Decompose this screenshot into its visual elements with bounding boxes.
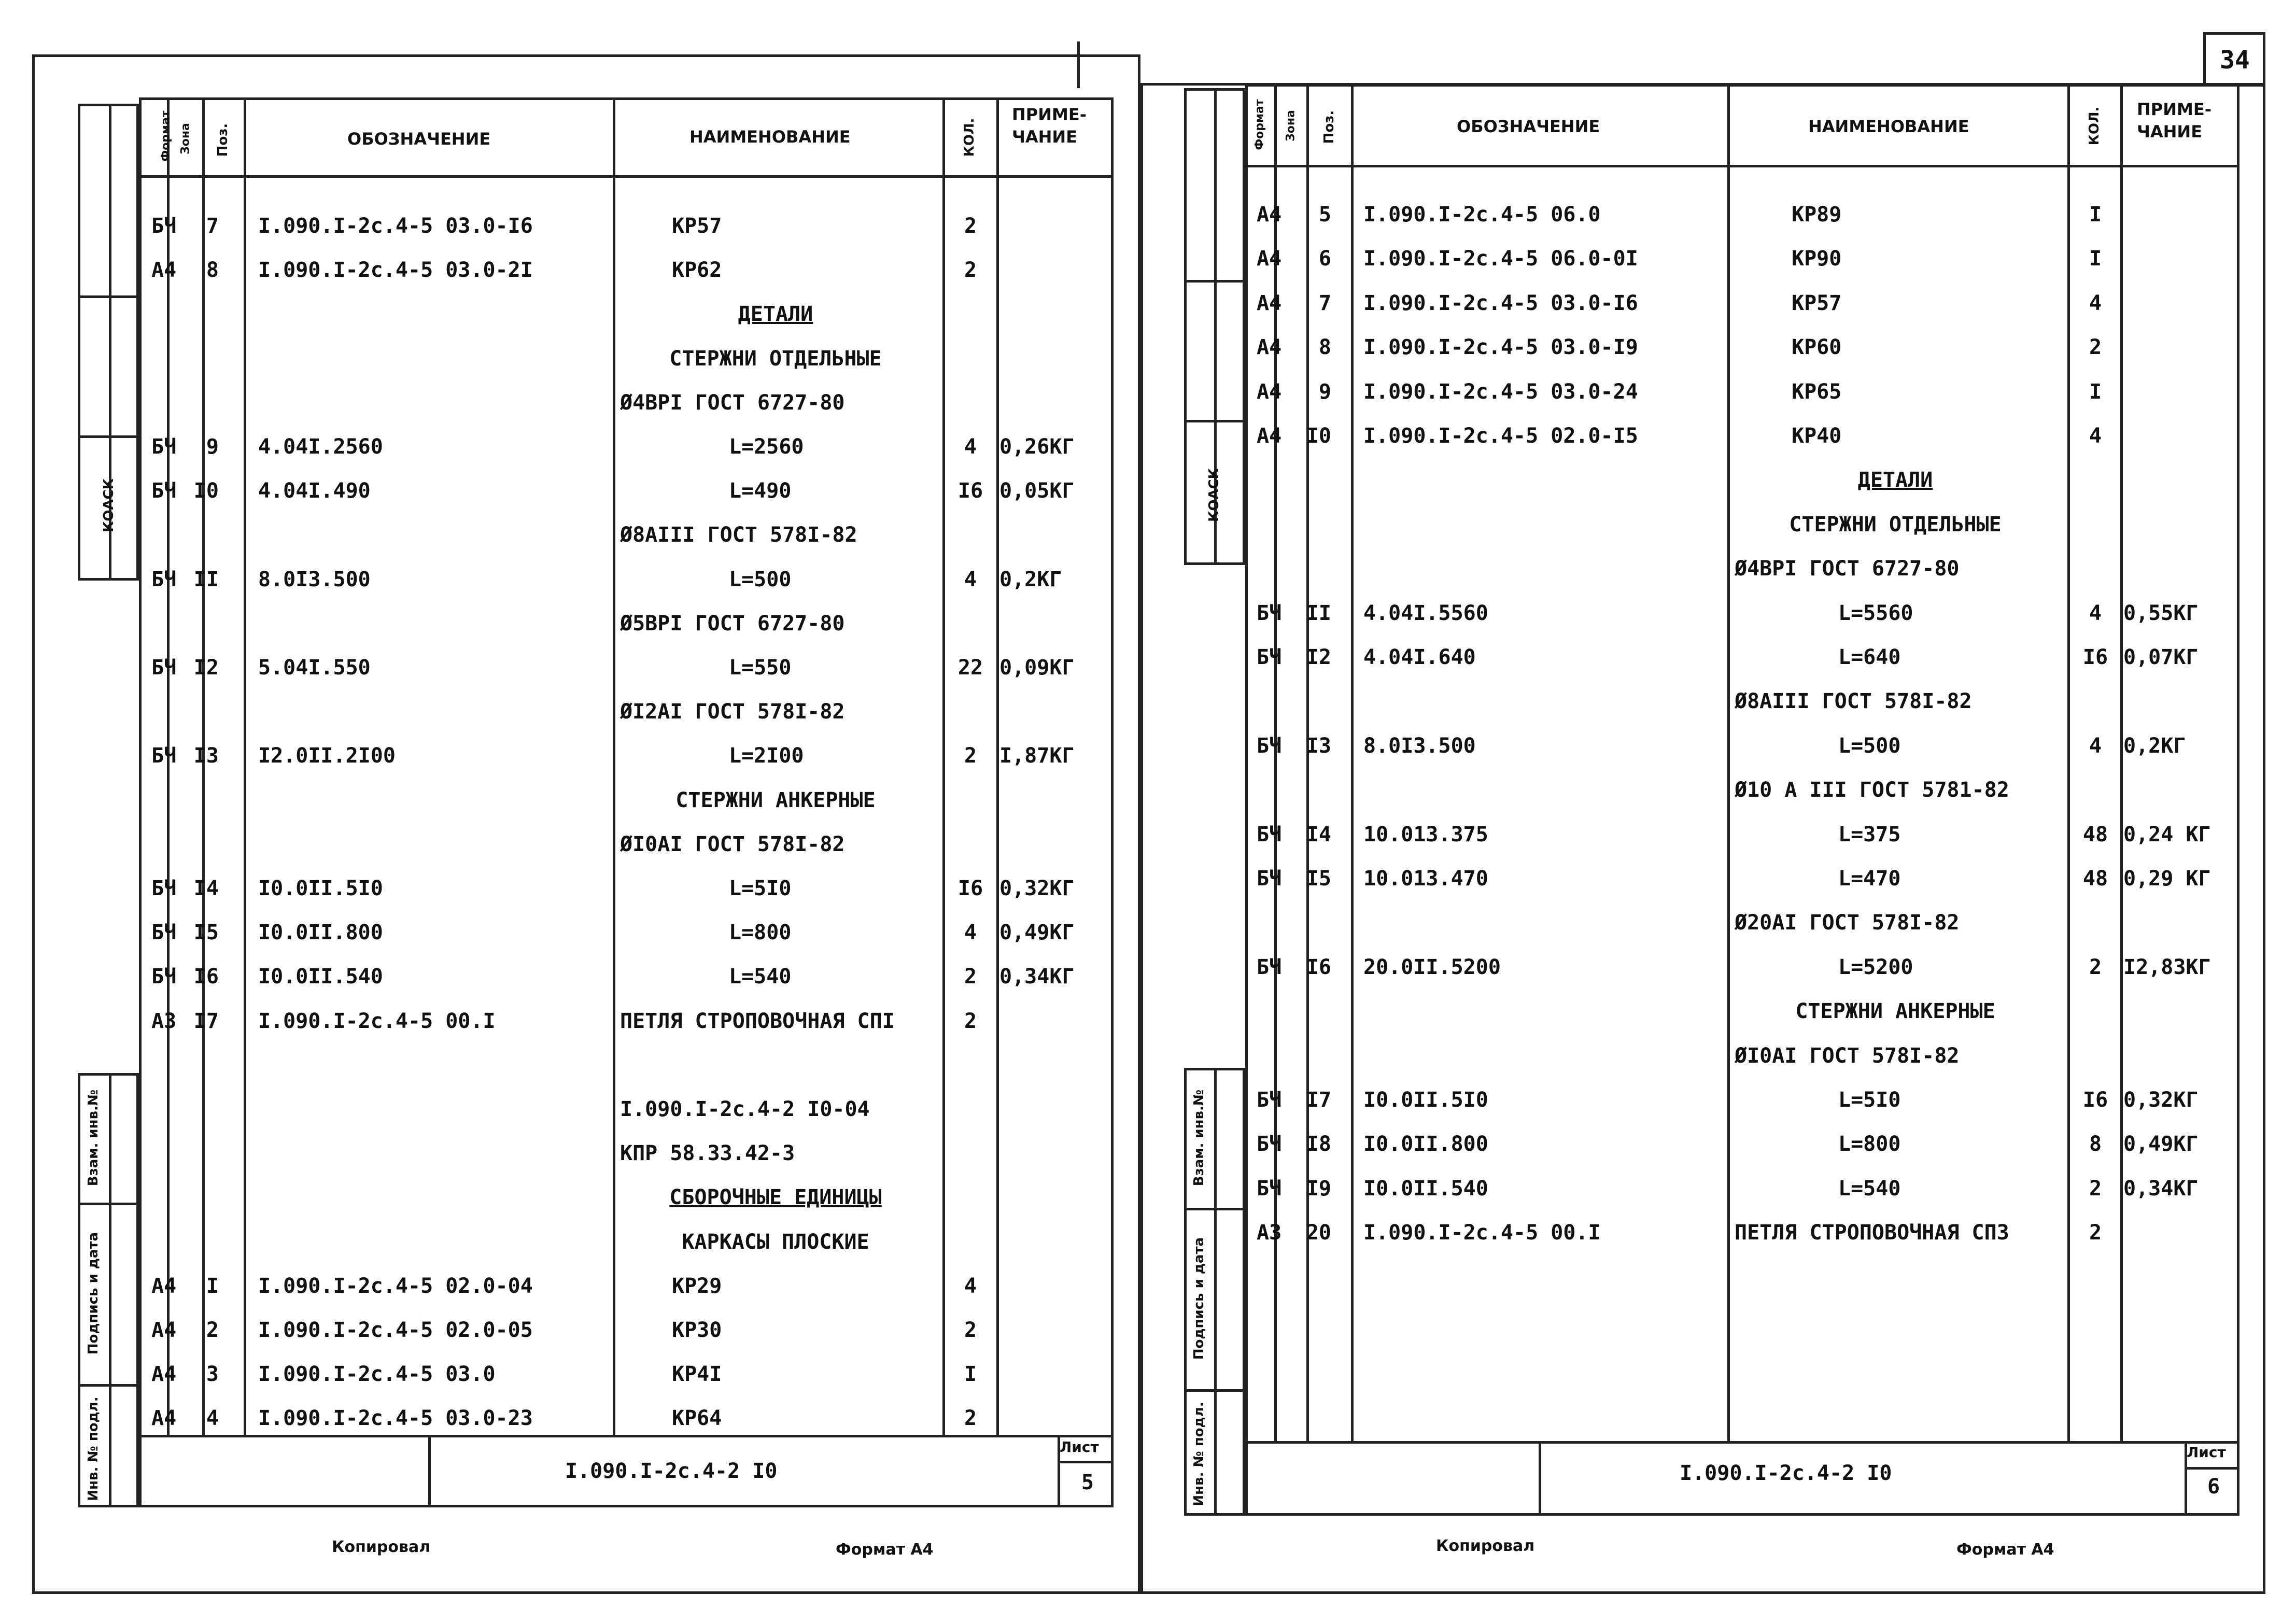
row-qty: 4 — [2089, 601, 2102, 625]
row-name: КР4I — [672, 1362, 722, 1387]
row-des: I0.0II.800 — [1363, 1132, 1488, 1156]
left-header-name: НАИМЕНОВАНИЕ — [689, 127, 851, 147]
row-des: 10.013.470 — [1363, 867, 1488, 891]
row-pos: 20 — [1306, 1221, 1331, 1245]
left-sheet-label: Лист — [1060, 1438, 1099, 1456]
row-qty: 2 — [2089, 335, 2102, 360]
row-des: I0.0II.800 — [258, 921, 383, 945]
row-name: КР89 — [1792, 203, 1842, 227]
row-pos: I2 — [193, 656, 219, 680]
row-fmt: БЧ — [1257, 733, 1282, 758]
row-qty: 48 — [2082, 822, 2108, 846]
row-pos: I7 — [1306, 1088, 1331, 1112]
row-pos: I0 — [1306, 424, 1331, 448]
row-des: 8.0I3.500 — [258, 567, 371, 591]
row-qty: I6 — [2082, 1088, 2108, 1112]
row-qty: 2 — [964, 214, 977, 238]
row-des: I.090.I-2с.4-5 03.0 — [258, 1362, 496, 1387]
row-fmt: БЧ — [1257, 601, 1282, 625]
row-fmt: БЧ — [151, 435, 177, 459]
left-copied-label: Копировал — [332, 1538, 431, 1556]
row-note: 0,26КГ — [999, 435, 1075, 459]
row-fmt: БЧ — [1257, 1176, 1282, 1201]
row-name: L=800 — [729, 921, 792, 945]
row-qty: I6 — [957, 479, 983, 503]
row-name: СТЕРЖНИ АНКЕРНЫЕ — [675, 788, 876, 812]
row-note: 0,29 КГ — [2123, 867, 2211, 891]
right-header-zone: Зона — [1284, 110, 1298, 142]
row-note: I,87КГ — [999, 744, 1075, 768]
row-name: L=500 — [1838, 733, 1901, 758]
row-pos: 6 — [1318, 247, 1331, 271]
right-margin-line — [1184, 1208, 1245, 1210]
right-header-pos: Поз. — [1321, 110, 1337, 144]
left-stamp-line — [1058, 1461, 1114, 1463]
row-fmt: БЧ — [1257, 1132, 1282, 1156]
row-note: 0,07КГ — [2123, 645, 2199, 669]
row-fmt: А4 — [1257, 291, 1282, 315]
row-des: 20.0II.5200 — [1363, 955, 1501, 979]
row-name: КР64 — [672, 1406, 722, 1431]
right-doc-code: I.090.I-2с.4-2 I0 — [1680, 1461, 1892, 1485]
row-fmt: А4 — [151, 258, 177, 283]
row-note: I2,83КГ — [2123, 955, 2211, 979]
row-des: I.090.I-2с.4-5 06.0 — [1363, 203, 1601, 227]
row-pos: II — [193, 567, 219, 591]
row-fmt: А4 — [1257, 424, 1282, 448]
right-stamp-line — [2185, 1467, 2239, 1470]
row-des: I0.0II.5I0 — [1363, 1088, 1488, 1112]
left-vzam-label: Взам. инв.№ — [86, 1089, 101, 1187]
row-qty: 2 — [964, 744, 977, 768]
left-header-note-1: ПРИМЕ- — [1012, 105, 1087, 124]
row-name: I.090.I-2с.4-2 I0-04 — [620, 1097, 870, 1121]
row-qty: 2 — [964, 1009, 977, 1033]
row-qty: I — [2089, 379, 2102, 404]
left-col-line — [996, 97, 999, 1435]
left-margin-line — [78, 435, 139, 438]
row-pos: I3 — [193, 744, 219, 768]
left-margin-line — [78, 1203, 139, 1205]
row-name: L=800 — [1838, 1132, 1901, 1156]
row-note: 0,34КГ — [2123, 1176, 2199, 1201]
row-pos: I6 — [1306, 955, 1331, 979]
row-note: 0,24 КГ — [2123, 822, 2211, 846]
row-qty: 4 — [964, 1274, 977, 1298]
left-header-pos: Поз. — [215, 123, 231, 157]
row-name: ПЕТЛЯ СТРОПОВОЧНАЯ СП3 — [1735, 1221, 2009, 1245]
row-qty: 48 — [2082, 867, 2108, 891]
row-qty: 2 — [964, 258, 977, 283]
row-qty: 2 — [2089, 1176, 2102, 1201]
row-pos: 8 — [206, 258, 219, 283]
row-name: КПР 58.33.42-3 — [620, 1141, 795, 1166]
row-des: I0.0II.5I0 — [258, 877, 383, 900]
right-stamp-rule — [1245, 1441, 2239, 1444]
row-fmt: БЧ — [151, 567, 177, 591]
right-format-label: Формат А4 — [1956, 1541, 2054, 1559]
row-note: 0,55КГ — [2123, 601, 2199, 625]
row-pos: I0 — [193, 479, 219, 503]
left-podpis-label: Подпись и дата — [86, 1232, 101, 1355]
row-qty: I — [2089, 203, 2102, 227]
row-qty: 4 — [964, 921, 977, 945]
left-sheet-number: 5 — [1081, 1471, 1094, 1494]
row-des: 5.04I.550 — [258, 656, 371, 680]
row-fmt: БЧ — [1257, 867, 1282, 891]
right-margin-line — [1184, 280, 1245, 283]
row-qty: 4 — [2089, 424, 2102, 448]
row-name: КР62 — [672, 258, 722, 283]
left-header-zone: Зона — [179, 123, 192, 154]
row-name: Ø10 А III ГОСТ 5781-82 — [1735, 778, 2009, 802]
row-des: I.090.I-2с.4-5 00.I — [1363, 1221, 1601, 1245]
right-header-format: Формат — [1253, 99, 1266, 150]
row-name: КР90 — [1792, 247, 1842, 271]
row-qty: I6 — [2082, 645, 2108, 669]
row-des: I.090.I-2с.4-5 03.0-2I — [258, 258, 533, 283]
row-pos: 7 — [1318, 291, 1331, 315]
row-des: 4.04I.5560 — [1363, 601, 1488, 625]
row-fmt: А3 — [151, 1009, 177, 1033]
left-stamp-line — [428, 1435, 431, 1507]
row-name: КР29 — [672, 1274, 722, 1298]
right-koask-label: КОАСК — [1206, 468, 1222, 522]
row-name: Ø4ВРI ГОСТ 6727-80 — [1735, 557, 1960, 581]
right-podpis-label: Подпись и дата — [1191, 1237, 1207, 1360]
row-name: КР40 — [1792, 424, 1842, 448]
row-name: L=550 — [729, 656, 792, 680]
right-sheet-label: Лист — [2187, 1444, 2226, 1461]
row-des: I.090.I-2с.4-5 02.0-I5 — [1363, 424, 1638, 448]
left-header-qty: КОЛ. — [962, 118, 977, 157]
row-des: I.090.I-2с.4-5 02.0-05 — [258, 1318, 533, 1342]
row-pos: I3 — [1306, 733, 1331, 758]
row-name: КР57 — [1792, 291, 1842, 315]
row-fmt: А4 — [1257, 203, 1282, 227]
row-qty: 2 — [964, 965, 977, 989]
row-name: L=470 — [1838, 867, 1901, 891]
row-name: Ø4ВРI ГОСТ 6727-80 — [620, 390, 845, 415]
row-pos: 8 — [1318, 335, 1331, 360]
row-qty: I — [964, 1362, 977, 1387]
row-pos: 7 — [206, 214, 219, 238]
row-name: КР60 — [1792, 335, 1842, 360]
right-margin-line — [1214, 1068, 1217, 1516]
row-name: Ø8АIII ГОСТ 578I-82 — [1735, 689, 1972, 714]
row-name: L=5200 — [1838, 955, 1913, 979]
row-qty: 2 — [964, 1406, 977, 1431]
row-des: I.090.I-2с.4-5 06.0-0I — [1363, 247, 1638, 271]
row-fmt: БЧ — [151, 877, 177, 900]
row-name: L=5I0 — [1838, 1088, 1901, 1112]
row-fmt: А4 — [1257, 335, 1282, 360]
row-name: Ø5ВРI ГОСТ 6727-80 — [620, 611, 845, 636]
row-name: L=540 — [729, 965, 792, 989]
row-fmt: БЧ — [1257, 955, 1282, 979]
row-note: 0,49КГ — [999, 921, 1075, 945]
row-pos: I2 — [1306, 645, 1331, 669]
left-margin-line — [78, 295, 139, 298]
row-name: L=5560 — [1838, 601, 1913, 625]
row-des: I.090.I-2с.4-5 03.0-I6 — [258, 214, 533, 238]
row-pos: I6 — [193, 965, 219, 989]
row-qty: 2 — [2089, 955, 2102, 979]
row-des: I.090.I-2с.4-5 02.0-04 — [258, 1274, 533, 1298]
row-name: СБОРОЧНЫЕ ЕДИНИЦЫ — [669, 1186, 882, 1210]
row-name: ØI0АI ГОСТ 578I-82 — [1735, 1043, 1960, 1068]
right-header-designation: ОБОЗНАЧЕНИЕ — [1457, 117, 1600, 136]
row-name: КР30 — [672, 1318, 722, 1342]
row-pos: I — [206, 1274, 219, 1298]
row-des: I0.0II.540 — [258, 965, 383, 989]
row-pos: 2 — [206, 1318, 219, 1342]
row-des: 4.04I.640 — [1363, 645, 1476, 669]
row-fmt: БЧ — [1257, 822, 1282, 846]
right-sheet-number: 6 — [2207, 1475, 2220, 1499]
row-name: L=640 — [1838, 645, 1901, 669]
row-note: 0,2КГ — [2123, 733, 2186, 758]
right-header-rule — [1245, 165, 2239, 167]
right-copied-label: Копировал — [1436, 1537, 1535, 1555]
row-note: 0,09КГ — [999, 656, 1075, 680]
row-des: I.090.I-2с.4-5 00.I — [258, 1009, 496, 1033]
row-note: 0,2КГ — [999, 567, 1062, 591]
row-qty: 22 — [957, 656, 983, 680]
row-des: 4.04I.2560 — [258, 435, 383, 459]
right-header-qty: КОЛ. — [2087, 106, 2102, 146]
row-fmt: БЧ — [151, 656, 177, 680]
row-qty: 4 — [964, 435, 977, 459]
row-name: Ø20АI ГОСТ 578I-82 — [1735, 911, 1960, 935]
right-inv-label: Инв. № подл. — [1191, 1402, 1207, 1506]
left-col-line — [244, 97, 246, 1435]
right-vzam-label: Взам. инв.№ — [1191, 1089, 1207, 1187]
right-margin-line — [1184, 420, 1245, 422]
row-name: КАРКАСЫ ПЛОСКИЕ — [682, 1230, 869, 1254]
row-pos: 5 — [1318, 203, 1331, 227]
row-note: 0,32КГ — [999, 877, 1075, 900]
row-des: I.090.I-2с.4-5 03.0-I9 — [1363, 335, 1638, 360]
row-pos: 9 — [206, 435, 219, 459]
left-doc-code: I.090.I-2с.4-2 I0 — [565, 1459, 778, 1483]
row-pos: II — [1306, 601, 1331, 625]
row-qty: 4 — [2089, 733, 2102, 758]
row-name: L=540 — [1838, 1176, 1901, 1201]
row-fmt: БЧ — [151, 921, 177, 945]
row-name: L=2I00 — [729, 744, 804, 768]
row-qty: 2 — [2089, 1221, 2102, 1245]
row-name: L=490 — [729, 479, 792, 503]
row-fmt: А4 — [151, 1274, 177, 1298]
row-fmt: А4 — [151, 1318, 177, 1342]
row-qty: 4 — [2089, 291, 2102, 315]
row-name: L=375 — [1838, 822, 1901, 846]
row-qty: 2 — [964, 1318, 977, 1342]
left-koask-label: КОАСК — [101, 478, 117, 532]
row-des: I.090.I-2с.4-5 03.0-I6 — [1363, 291, 1638, 315]
row-des: I.090.I-2с.4-5 03.0-23 — [258, 1406, 533, 1431]
left-header-rule — [139, 175, 1114, 178]
row-des: I.090.I-2с.4-5 03.0-24 — [1363, 379, 1638, 404]
row-name: ДЕТАЛИ — [738, 302, 813, 327]
row-pos: I9 — [1306, 1176, 1331, 1201]
row-name: L=500 — [729, 567, 792, 591]
row-note: 0,49КГ — [2123, 1132, 2199, 1156]
row-pos: 9 — [1318, 379, 1331, 404]
row-name: Ø8АIII ГОСТ 578I-82 — [620, 523, 857, 547]
row-name: СТЕРЖНИ ОТДЕЛЬНЫЕ — [1789, 512, 2002, 537]
right-stamp-line — [1539, 1441, 1541, 1516]
row-fmt: А3 — [1257, 1221, 1282, 1245]
right-col-line — [1351, 84, 1354, 1441]
row-pos: I8 — [1306, 1132, 1331, 1156]
left-top-tab-line — [1077, 41, 1080, 88]
row-fmt: А4 — [1257, 379, 1282, 404]
row-pos: 4 — [206, 1406, 219, 1431]
row-des: 4.04I.490 — [258, 479, 371, 503]
right-header-note-2: ЧАНИЕ — [2137, 122, 2203, 142]
row-note: 0,34КГ — [999, 965, 1075, 989]
left-header-designation: ОБОЗНАЧЕНИЕ — [347, 129, 491, 149]
row-name: ДЕТАЛИ — [1857, 468, 1933, 492]
row-des: 8.0I3.500 — [1363, 733, 1476, 758]
row-note: 0,32КГ — [2123, 1088, 2199, 1112]
row-des: I0.0II.540 — [1363, 1176, 1488, 1201]
row-name: ØI0АI ГОСТ 578I-82 — [620, 832, 845, 856]
right-header-note-1: ПРИМЕ- — [2137, 100, 2212, 119]
row-pos: I5 — [193, 921, 219, 945]
row-des: I2.0II.2I00 — [258, 744, 396, 768]
row-pos: I5 — [1306, 867, 1331, 891]
row-note: 0,05КГ — [999, 479, 1075, 503]
row-pos: 3 — [206, 1362, 219, 1387]
row-qty: 8 — [2089, 1132, 2102, 1156]
right-header-name: НАИМЕНОВАНИЕ — [1808, 117, 1969, 136]
row-fmt: БЧ — [151, 214, 177, 238]
row-fmt: БЧ — [1257, 1088, 1282, 1112]
row-fmt: А4 — [1257, 247, 1282, 271]
row-name: СТЕРЖНИ АНКЕРНЫЕ — [1795, 999, 1995, 1024]
row-fmt: А4 — [151, 1362, 177, 1387]
row-qty: 4 — [964, 567, 977, 591]
row-name: КР65 — [1792, 379, 1842, 404]
left-stamp-rule — [139, 1435, 1114, 1437]
row-pos: I4 — [1306, 822, 1331, 846]
row-name: ØI2АI ГОСТ 578I-82 — [620, 700, 845, 724]
row-name: ПЕТЛЯ СТРОПОВОЧНАЯ СПI — [620, 1009, 895, 1033]
row-pos: I7 — [193, 1009, 219, 1033]
row-des: 10.013.375 — [1363, 822, 1488, 846]
row-fmt: БЧ — [151, 479, 177, 503]
row-name: L=5I0 — [729, 877, 792, 900]
row-fmt: БЧ — [1257, 645, 1282, 669]
row-pos: I4 — [193, 877, 219, 900]
left-inv-label: Инв. № подл. — [86, 1396, 101, 1501]
left-margin-line — [109, 1073, 111, 1507]
row-qty: I6 — [957, 877, 983, 900]
left-header-format: Формат — [159, 110, 173, 162]
row-fmt: БЧ — [151, 965, 177, 989]
left-format-label: Формат А4 — [836, 1541, 934, 1559]
row-qty: I — [2089, 247, 2102, 271]
row-name: СТЕРЖНИ ОТДЕЛЬНЫЕ — [669, 346, 882, 371]
left-header-note-2: ЧАНИЕ — [1012, 127, 1078, 147]
row-fmt: БЧ — [151, 744, 177, 768]
page-number: 34 — [2220, 46, 2250, 75]
row-name: КР57 — [672, 214, 722, 238]
row-name: L=2560 — [729, 435, 804, 459]
right-col-line — [1727, 84, 1730, 1441]
row-fmt: А4 — [151, 1406, 177, 1431]
